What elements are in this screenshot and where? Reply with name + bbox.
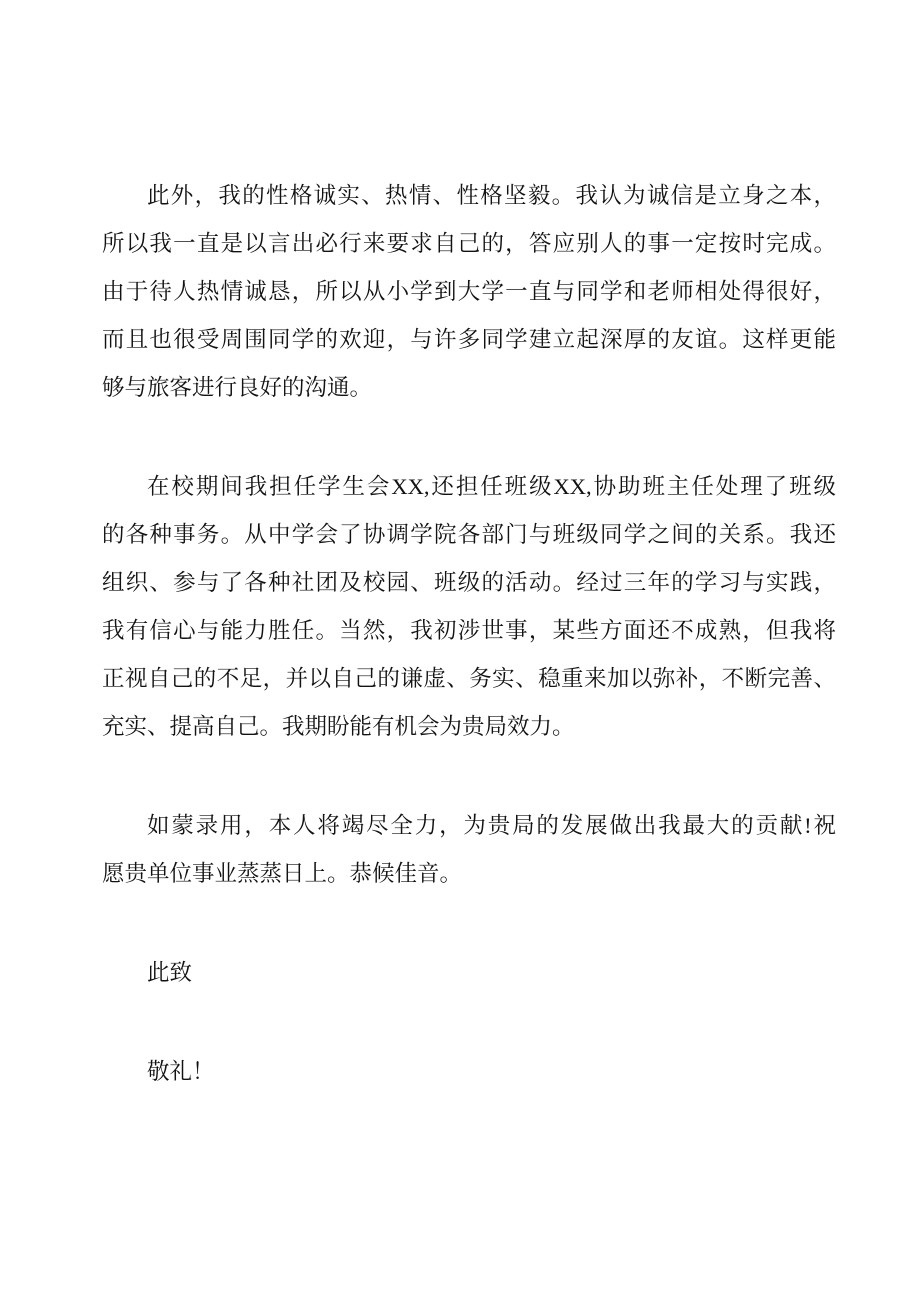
paragraph-jingli: [102, 1048, 836, 1096]
paragraph-personality: [102, 172, 836, 412]
text-line: 愿贵单位事业蒸蒸日上。恭候佳音。: [102, 861, 463, 886]
paragraph-school-experience: [102, 463, 836, 751]
text-line: 如蒙录用，本人将竭尽全力，为贵局的发展做出我最大的贡献!祝: [147, 813, 836, 838]
text-line: 敬礼！: [147, 1059, 215, 1084]
text-line: 充实、提高自己。我期盼能有机会为贵局效力。: [102, 714, 575, 739]
text-line: 此外，我的性格诚实、热情、性格坚毅。我认为诚信是立身之本，: [147, 183, 836, 208]
paragraph-cizhi: [102, 949, 836, 997]
text-line: 此致: [147, 960, 193, 985]
document-body: [102, 172, 836, 1096]
text-line: 的各种事务。从中学会了协调学院各部门与班级同学之间的关系。我还: [102, 522, 836, 547]
text-line: 正视自己的不足，并以自己的谦虚、务实、稳重来加以弥补，不断完善、: [102, 666, 836, 691]
text-line: 而且也很受周围同学的欢迎，与许多同学建立起深厚的友谊。这样更能: [102, 327, 836, 352]
text-line: 由于待人热情诚恳，所以从小学到大学一直与同学和老师相处得很好，: [102, 279, 836, 304]
text-line: 所以我一直是以言出必行来要求自己的，答应别人的事一定按时完成。: [102, 231, 836, 256]
text-line: 我有信心与能力胜任。当然，我初涉世事，某些方面还不成熟，但我将: [102, 618, 836, 643]
text-line: 够与旅客进行良好的沟通。: [102, 375, 373, 400]
text-line: 组织、参与了各种社团及校园、班级的活动。经过三年的学习与实践，: [102, 570, 836, 595]
text-line: 在校期间我担任学生会XX,还担任班级XX,协助班主任处理了班级: [147, 474, 836, 499]
paragraph-closing-wish: [102, 802, 836, 898]
